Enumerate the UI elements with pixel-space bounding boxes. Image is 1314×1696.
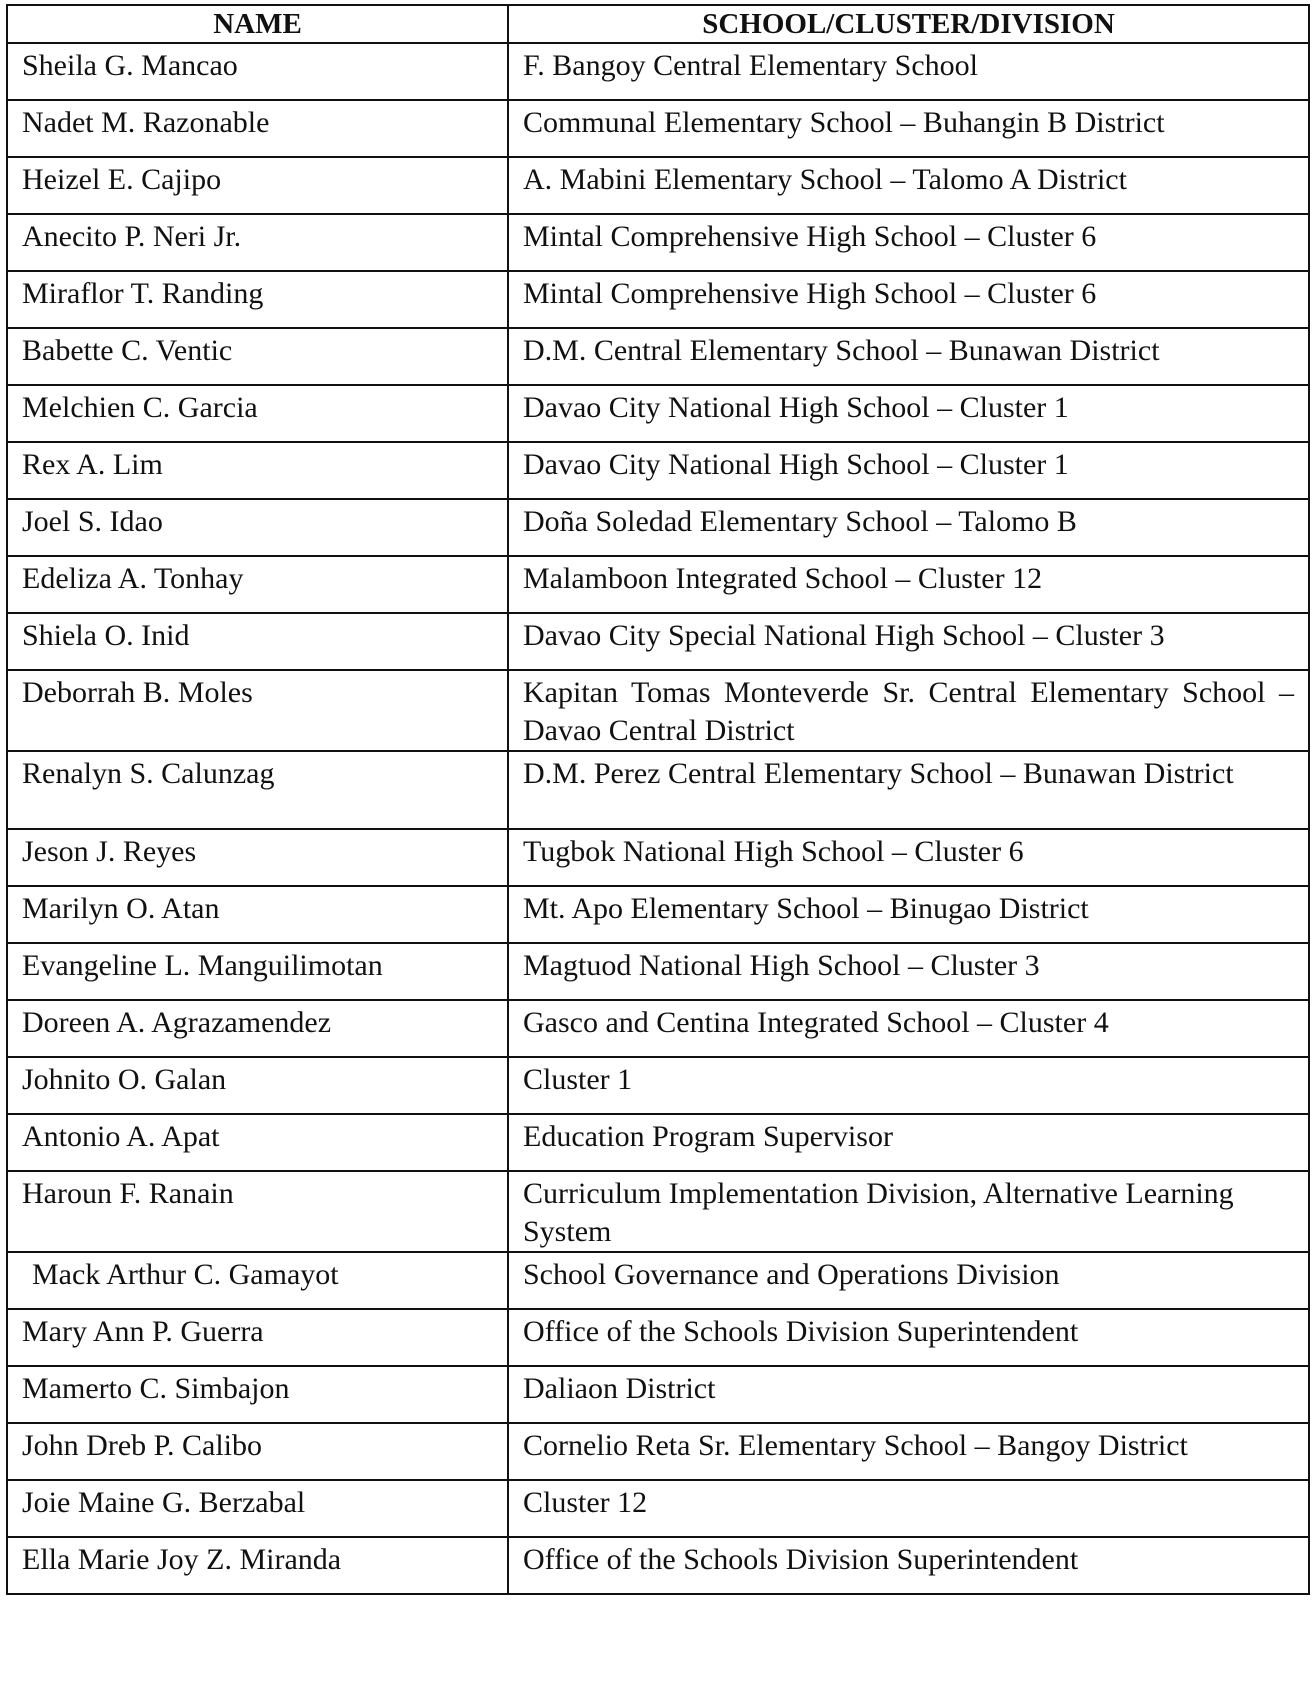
name-cell: Deborrah B. Moles — [7, 670, 508, 751]
school-cell: Kapitan Tomas Monteverde Sr. Central Elementary School – Davao Central District — [508, 670, 1309, 751]
table-row — [7, 43, 1309, 100]
table-row — [7, 1057, 1309, 1114]
name-column-header: NAME — [7, 5, 508, 43]
table-row — [7, 1480, 1309, 1537]
name-cell: Haroun F. Ranain — [7, 1171, 508, 1252]
table-row — [7, 1000, 1309, 1057]
school-cell: Davao City National High School – Cluster 1 — [508, 385, 1309, 442]
school-cell: D.M. Central Elementary School – Bunawan District — [508, 328, 1309, 385]
table-row — [7, 214, 1309, 271]
school-cell: Davao City National High School – Cluster 1 — [508, 442, 1309, 499]
school-cell: Doña Soledad Elementary School – Talomo B — [508, 499, 1309, 556]
table-row — [7, 157, 1309, 214]
name-cell: Mary Ann P. Guerra — [7, 1309, 508, 1366]
name-cell: Nadet M. Razonable — [7, 100, 508, 157]
name-cell: Babette C. Ventic — [7, 328, 508, 385]
name-cell: Anecito P. Neri Jr. — [7, 214, 508, 271]
table-row — [7, 1366, 1309, 1423]
name-cell: Sheila G. Mancao — [7, 43, 508, 100]
participants-table — [6, 4, 1310, 1595]
name-cell: Edeliza A. Tonhay — [7, 556, 508, 613]
school-cell: Curriculum Implementation Division, Alternative Learning System — [508, 1171, 1309, 1252]
school-cell: Magtuod National High School – Cluster 3 — [508, 943, 1309, 1000]
table-row — [7, 751, 1309, 829]
table-header-row — [7, 5, 1309, 43]
school-cell: Office of the Schools Division Superintendent — [508, 1309, 1309, 1366]
name-cell: Mack Arthur C. Gamayot — [7, 1252, 508, 1309]
table-row — [7, 613, 1309, 670]
name-cell: Rex A. Lim — [7, 442, 508, 499]
school-cell: Gasco and Centina Integrated School – Cluster 4 — [508, 1000, 1309, 1057]
name-cell: Joel S. Idao — [7, 499, 508, 556]
school-column-header: SCHOOL/CLUSTER/DIVISION — [508, 5, 1309, 43]
table-row — [7, 556, 1309, 613]
school-cell: F. Bangoy Central Elementary School — [508, 43, 1309, 100]
name-cell: Melchien C. Garcia — [7, 385, 508, 442]
name-cell: Miraflor T. Randing — [7, 271, 508, 328]
school-cell: Malamboon Integrated School – Cluster 12 — [508, 556, 1309, 613]
school-cell: Daliaon District — [508, 1366, 1309, 1423]
table-row — [7, 385, 1309, 442]
name-cell: Renalyn S. Calunzag — [7, 751, 508, 829]
school-cell: School Governance and Operations Division — [508, 1252, 1309, 1309]
name-cell: Shiela O. Inid — [7, 613, 508, 670]
table-row — [7, 829, 1309, 886]
name-cell: Ella Marie Joy Z. Miranda — [7, 1537, 508, 1594]
school-cell: Education Program Supervisor — [508, 1114, 1309, 1171]
table-row — [7, 100, 1309, 157]
table-row — [7, 328, 1309, 385]
school-cell: Cluster 12 — [508, 1480, 1309, 1537]
table-row — [7, 1537, 1309, 1594]
name-cell: John Dreb P. Calibo — [7, 1423, 508, 1480]
name-cell: Heizel E. Cajipo — [7, 157, 508, 214]
table-row — [7, 442, 1309, 499]
table-row — [7, 943, 1309, 1000]
school-cell: Mintal Comprehensive High School – Cluster 6 — [508, 271, 1309, 328]
table-row — [7, 1171, 1309, 1252]
name-cell: Marilyn O. Atan — [7, 886, 508, 943]
school-cell: Davao City Special National High School – Cluster 3 — [508, 613, 1309, 670]
school-cell: Tugbok National High School – Cluster 6 — [508, 829, 1309, 886]
school-cell: Communal Elementary School – Buhangin B District — [508, 100, 1309, 157]
table-row — [7, 670, 1309, 751]
school-cell: D.M. Perez Central Elementary School – Bunawan District — [508, 751, 1309, 829]
school-cell: Office of the Schools Division Superintendent — [508, 1537, 1309, 1594]
school-cell: Cluster 1 — [508, 1057, 1309, 1114]
table-row — [7, 886, 1309, 943]
school-cell: Mt. Apo Elementary School – Binugao District — [508, 886, 1309, 943]
table-row — [7, 1252, 1309, 1309]
school-cell: Mintal Comprehensive High School – Cluster 6 — [508, 214, 1309, 271]
school-cell: A. Mabini Elementary School – Talomo A District — [508, 157, 1309, 214]
table-row — [7, 271, 1309, 328]
name-cell: Mamerto C. Simbajon — [7, 1366, 508, 1423]
name-cell: Antonio A. Apat — [7, 1114, 508, 1171]
table-row — [7, 1423, 1309, 1480]
table-row — [7, 1114, 1309, 1171]
table-row — [7, 499, 1309, 556]
table-row — [7, 1309, 1309, 1366]
name-cell: Johnito O. Galan — [7, 1057, 508, 1114]
school-cell: Cornelio Reta Sr. Elementary School – Bangoy District — [508, 1423, 1309, 1480]
name-cell: Jeson J. Reyes — [7, 829, 508, 886]
name-cell: Doreen A. Agrazamendez — [7, 1000, 508, 1057]
name-cell: Joie Maine G. Berzabal — [7, 1480, 508, 1537]
name-cell: Evangeline L. Manguilimotan — [7, 943, 508, 1000]
